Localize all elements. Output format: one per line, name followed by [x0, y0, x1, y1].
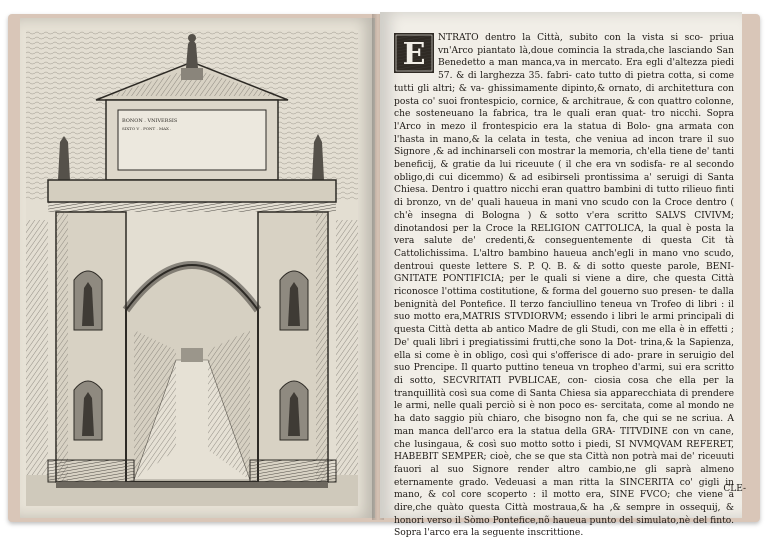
inscription-line: BONON . VNIVERSIS: [122, 118, 178, 124]
text-line: NTRATO dentro la Città, subito con la vista si sco-: [438, 33, 704, 43]
text-line: di libri : il suo motto era,MATRIS STVDIORVM; essendo i libri le: [394, 299, 734, 323]
text-line: gna armata con l'hasta in mano,& la celata in testa, che veniua ad incon: [394, 121, 734, 145]
text-line: apparecchiata di prendere le armi, nelle quali perciò si è non poco es-: [394, 388, 734, 412]
text-line: con quattro colonne, che sosteneuano la fabrica, tra le quali eran quat-: [394, 96, 734, 120]
text-line: tiene de' tanti beneficij, & gratie da lui riceuute ( il che era vn sodisfa-: [394, 147, 734, 171]
dropcap-letter: E: [402, 37, 426, 72]
niche-figure: [74, 271, 102, 330]
text-line: Era egli d'altezza piedi 57. & di larghezza 35. fabri-: [438, 58, 734, 82]
text-line: cambio,ne gli saprà almeno eternamente grado. Vedeuasi a man ritta la: [394, 464, 734, 488]
decorated-initial-e: [394, 33, 434, 73]
text-line: te dalla benignità del Pontefice. Il terzo fanciullino teneua vn Trofeo: [394, 287, 734, 310]
inscription-line: SIXTO V . PONT . MAX .: [122, 126, 172, 131]
text-line: armi principali di questa Città detta ab antico Madre de gli Studi, con: [394, 312, 734, 336]
text-line: tro nicchi. Sopra l'Arco in mezo il frontespicio era la statua di Bolo-: [394, 109, 734, 132]
text-lines: [394, 32, 734, 540]
text-line: sta Città non potrà mai de' riceuuti fauori al suo Signore render altro: [394, 452, 735, 475]
text-line: rilieuo finti di bronzo, vn de' quali haueua in mani vno scudo con la: [394, 185, 734, 209]
text-line: di Santa Chiesa. Dentro i quattro nicchi eran quattro bambini di tutto: [394, 172, 734, 196]
text-line: prare in seruigio del suo Prencipe. Il quarto puttino teneua vn tropheo: [394, 350, 735, 374]
text-line: trina,& la Sapienza, ella si come è in obligo, così qui s'offerisce di ado-: [394, 337, 734, 361]
text-line: Città riconosce l'ottima costitutione, & forma del gouerno suo presen-: [394, 274, 734, 298]
text-line: CIVIVM; dinotandosi per la Croce la RELIGION CATTOLICA, la: [394, 210, 734, 234]
niche-figure: [280, 381, 308, 440]
text-line: Croce dentro ( ch'è insegna di Bologna ) & sotto v'era scritto SALVS: [394, 198, 734, 221]
text-line: tà Cattolichissima. L'altro bambino haueua anch'egli in mano vno scudo,: [394, 236, 734, 259]
catchword: CLE-: [723, 484, 746, 494]
text-line: ciosia cosa che ella per la tranquillità così sua come di Santa Chiesa sia: [394, 375, 734, 399]
text-line: fa, che qui se ne scriua. A man manca dell'arco era la statua della GRA-: [394, 414, 734, 437]
text-line: d'armi, sui era scritto di sotto, SECVRITATI PVBLICAE, con-: [394, 363, 734, 386]
text-line: GNITATE PONTIFICIA; per le quali si viene a dire, che questa: [394, 274, 706, 285]
text-line: priua vn'Arco piantato là,doue comincia la strada,che: [438, 33, 734, 56]
text-line: lasciando San Benedetto a man manca,va in mercato.: [438, 45, 734, 69]
text-line: SINE FVCO; che viene a dire,che quàto questa Città mostraua,& ha: [394, 490, 735, 514]
niche-figure: [74, 381, 102, 440]
text-line: dentroui queste lettere S. P. Q. B. & di sotto queste parole, BENI-: [394, 261, 734, 272]
text-line: cato tutto di pietra cotta, si come tutti gli altri; & va-: [394, 71, 735, 94]
text-line: ghissimamente dipinto,& ornato, di architettura con: [487, 83, 734, 94]
text-line: me ella è in effetti ; De' quali libri i pregiatissimi frutti,che sono la Dot-: [394, 325, 735, 348]
open-book: [8, 8, 760, 539]
text-line: punto del simulato,nè del finto. Sopra l'arco era la seguente inscrittione.: [394, 515, 735, 539]
text-line: sercitata, come al mondo ne ha dato saggio più chiaro, che bisogno non: [394, 401, 735, 425]
text-line: SINCERITA co' gigli in mano, & col core scoperto : il motto era,: [394, 477, 734, 501]
text-line: TITVDINE con vn cane, che lusingaua, & così suo motto sotto i piedi,: [394, 426, 734, 450]
niche-figure: [280, 271, 308, 330]
text-line: posta co' suoi frontespicio, cornice, & architraue, &: [394, 96, 636, 107]
text-line: qual è posta la vera salute de' credenti,& conseguentemente di questa Cit: [394, 223, 734, 247]
triumphal-arch-engraving: [26, 30, 358, 506]
text-line: re al secondo obligo,di cui dicemmo) & ad esibirseli prontissima a' seruigi: [394, 160, 734, 183]
text-line: ,& sempre in ossequij, & honori verso il Sòmo Pontefice,nõ haueua: [394, 503, 734, 526]
text-line: trare il suo Signore ,& ad inchinarseli con mostrar la memoria, ch'ella: [394, 134, 734, 158]
text-line: SI NVMQVAM REFERET, HABEBIT SEMPER; cioè, che se que: [394, 439, 734, 463]
